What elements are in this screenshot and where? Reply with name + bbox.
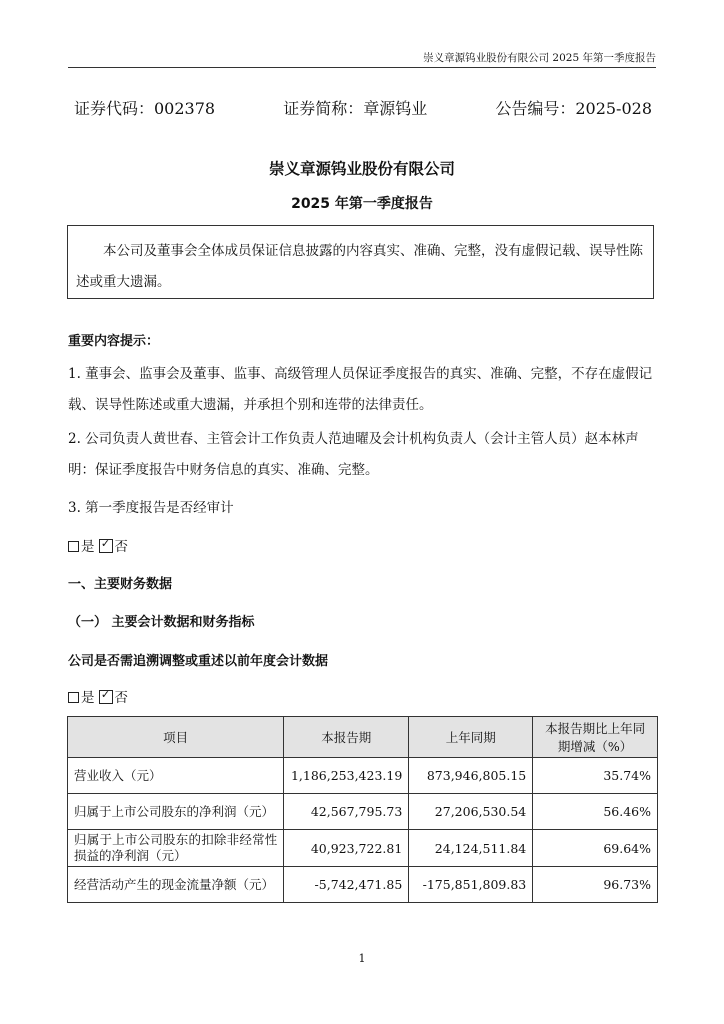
header-rule xyxy=(68,67,656,68)
row-item: 归属于上市公司股东的净利润（元） xyxy=(68,794,284,830)
table-row xyxy=(68,758,658,794)
important-item-1 xyxy=(68,359,658,421)
row-current: 40,923,722.81 xyxy=(284,830,409,867)
check-mark-icon: ✓ xyxy=(100,537,111,550)
important-heading: 重要内容提示： xyxy=(68,334,160,349)
table-header-row xyxy=(68,717,658,758)
row-current: -5,742,471.85 xyxy=(284,867,409,903)
header-item: 项目 xyxy=(68,717,284,758)
row-item: 归属于上市公司股东的扣除非经常性损益的净利润（元） xyxy=(68,830,284,867)
row-prior: 24,124,511.84 xyxy=(409,830,533,867)
announcement-meta xyxy=(74,96,652,119)
yes-label: 是 xyxy=(81,539,95,555)
restatement-question: 公司是否需追溯调整或重述以前年度会计数据 xyxy=(68,654,329,669)
row-change: 56.46% xyxy=(533,794,658,830)
yes-label: 是 xyxy=(81,690,95,706)
section-heading: 一、主要财务数据 xyxy=(68,577,173,592)
no-checkbox-checked[interactable] xyxy=(99,690,113,704)
check-mark-icon: ✓ xyxy=(100,688,111,701)
row-change: 96.73% xyxy=(533,867,658,903)
announcement-number: 公告编号：2025-028 xyxy=(495,99,652,118)
important-item-2 xyxy=(68,424,658,486)
stock-code: 证券代码：002378 xyxy=(74,99,216,118)
header-current-period: 本报告期 xyxy=(284,717,409,758)
row-prior: 27,206,530.54 xyxy=(409,794,533,830)
row-prior: -175,851,809.83 xyxy=(409,867,533,903)
disclosure-notice-box xyxy=(67,225,654,299)
row-item: 营业收入（元） xyxy=(68,758,284,794)
important-item-3: 3. 第一季度报告是否经审计 xyxy=(68,500,234,516)
item-2-text: 2. 公司负责人黄世春、主管会计工作负责人范迪曜及会计机构负责人（会计主管人员）赵本林声明：保证季度报告中财务信息的真实、准确、完整。 xyxy=(68,431,639,478)
no-label: 否 xyxy=(114,539,128,555)
audit-check-row xyxy=(68,535,658,555)
no-checkbox-checked[interactable] xyxy=(99,539,113,553)
row-current: 1,186,253,423.19 xyxy=(284,758,409,794)
row-current: 42,567,795.73 xyxy=(284,794,409,830)
header-change: 本报告期比上年同期增减（%） xyxy=(533,717,658,758)
table-row xyxy=(68,867,658,903)
table-row xyxy=(68,830,658,867)
disclosure-notice-text: 本公司及董事会全体成员保证信息披露的内容真实、准确、完整，没有虚假记载、误导性陈述或重大遗漏。 xyxy=(76,243,643,290)
header-prior-period: 上年同期 xyxy=(409,717,533,758)
yes-checkbox-empty[interactable] xyxy=(68,692,79,703)
report-title: 2025 年第一季度报告 xyxy=(291,196,433,212)
company-name: 崇义章源钨业股份有限公司 xyxy=(268,160,455,178)
row-change: 35.74% xyxy=(533,758,658,794)
financial-data-table xyxy=(67,716,658,903)
row-item: 经营活动产生的现金流量净额（元） xyxy=(68,867,284,903)
restatement-check-row xyxy=(68,686,658,706)
row-prior: 873,946,805.15 xyxy=(409,758,533,794)
item-1-text: 1. 董事会、监事会及董事、监事、高级管理人员保证季度报告的真实、准确、完整，不存在虚假记载、误导性陈述或重大遗漏，并承担个别和连带的法律责任。 xyxy=(68,366,653,413)
yes-checkbox-empty[interactable] xyxy=(68,541,79,552)
running-header: 崇义章源钨业股份有限公司 2025 年第一季度报告 xyxy=(423,52,656,64)
no-label: 否 xyxy=(114,690,128,706)
row-change: 69.64% xyxy=(533,830,658,867)
page-number: 1 xyxy=(358,952,366,965)
sub-section-heading: （一） 主要会计数据和财务指标 xyxy=(68,615,255,630)
stock-name: 证券简称：章源钨业 xyxy=(283,99,428,118)
table-row xyxy=(68,794,658,830)
